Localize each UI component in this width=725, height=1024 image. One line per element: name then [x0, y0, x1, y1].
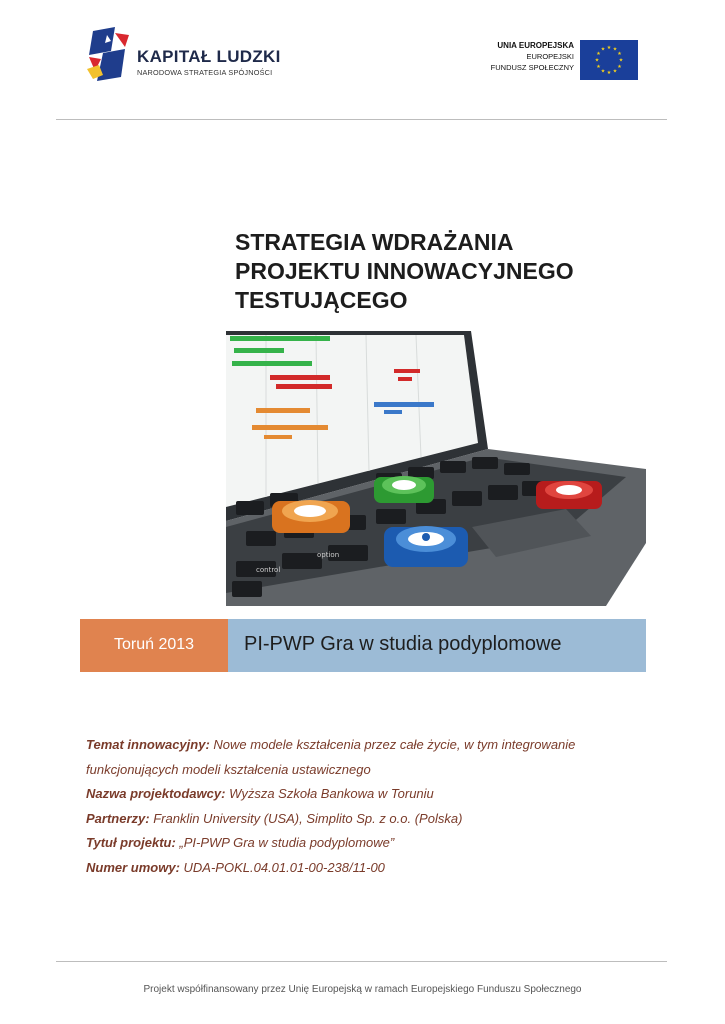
kapital-ludzki-subtitle: NARODOWA STRATEGIA SPÓJNOŚCI	[137, 68, 273, 77]
svg-text:★: ★	[606, 70, 612, 76]
svg-text:★: ★	[596, 51, 601, 57]
eu-line-european: EUROPEJSKI	[526, 52, 574, 61]
key-control: control	[256, 566, 281, 574]
partners-value: Franklin University (USA), Simplito Sp. z o.o. (Polska)	[153, 810, 463, 826]
partners-label: Partnerzy:	[86, 810, 150, 826]
svg-text:★: ★	[617, 51, 622, 57]
orange-button-icon	[272, 500, 350, 533]
banner-project	[228, 619, 646, 672]
applicant-value: Wyższa Szkoła Bankowa w Toruniu	[229, 786, 434, 801]
applicant-row	[86, 782, 646, 807]
red-button-icon	[536, 481, 602, 509]
svg-text:★: ★	[612, 46, 618, 53]
svg-text:★: ★	[600, 46, 606, 53]
eu-line-union: UNIA EUROPEJSKA	[497, 41, 574, 50]
topic-value: Nowe modele kształcenia przez całe życie, w tym integrowanie	[213, 737, 576, 752]
applicant-label: Nazwa projektodawcy:	[86, 786, 226, 801]
kapital-ludzki-emblem-icon	[85, 25, 133, 85]
blue-button-icon	[384, 526, 468, 567]
header-divider	[56, 119, 667, 120]
green-button-icon	[374, 476, 434, 503]
project-title-row	[86, 831, 646, 856]
svg-text:★: ★	[612, 68, 618, 75]
laptop-illustration	[226, 331, 646, 606]
topic-row	[86, 733, 646, 758]
footer-divider	[56, 961, 667, 962]
title-line-1: STRATEGIA WDRAŻANIA	[235, 229, 514, 255]
project-name-text: PI-PWP Gra w studia podyplomowe	[244, 633, 562, 655]
key-option: option	[317, 551, 340, 559]
topic-label: Temat innowacyjny:	[86, 737, 210, 752]
banner-place-year	[80, 619, 228, 672]
svg-text:★: ★	[594, 57, 600, 64]
title-line-2: PROJEKTU INNOWACYJNEGO	[235, 258, 574, 284]
svg-text:★: ★	[617, 64, 622, 70]
footer-text: Projekt współfinansowany przez Unię Europejską w ramach Europejskiego Funduszu Społecznego	[143, 984, 582, 995]
eu-logo	[478, 40, 638, 82]
eu-text	[491, 40, 574, 73]
eu-line-fund: FUNDUSZ SPOŁECZNY	[490, 63, 574, 72]
svg-text:★: ★	[596, 64, 601, 70]
topic-value-continued: funkcjonujących modeli kształcenia ustawicznego	[86, 761, 371, 777]
partners-row	[86, 807, 646, 832]
eu-flag-icon	[580, 40, 638, 80]
project-title-label: Tytuł projektu:	[86, 835, 176, 850]
svg-text:★: ★	[618, 57, 624, 64]
title-line-3: TESTUJĄCEGO	[235, 287, 408, 313]
contract-label: Numer umowy:	[86, 859, 180, 875]
document-title	[235, 228, 655, 315]
svg-text:★: ★	[606, 45, 612, 51]
contract-row	[86, 856, 646, 881]
kapital-ludzki-title: KAPITAŁ LUDZKI	[137, 47, 281, 66]
place-year-text: Toruń 2013	[113, 636, 195, 653]
svg-text:★: ★	[600, 68, 606, 75]
kapital-ludzki-logo	[85, 25, 285, 85]
project-info	[86, 733, 646, 880]
topic-row-continued	[86, 758, 646, 783]
project-title-value: „PI-PWP Gra w studia podyplomowe”	[179, 835, 395, 850]
contract-value: UDA-POKL.04.01.01-00-238/11-00	[183, 859, 385, 875]
